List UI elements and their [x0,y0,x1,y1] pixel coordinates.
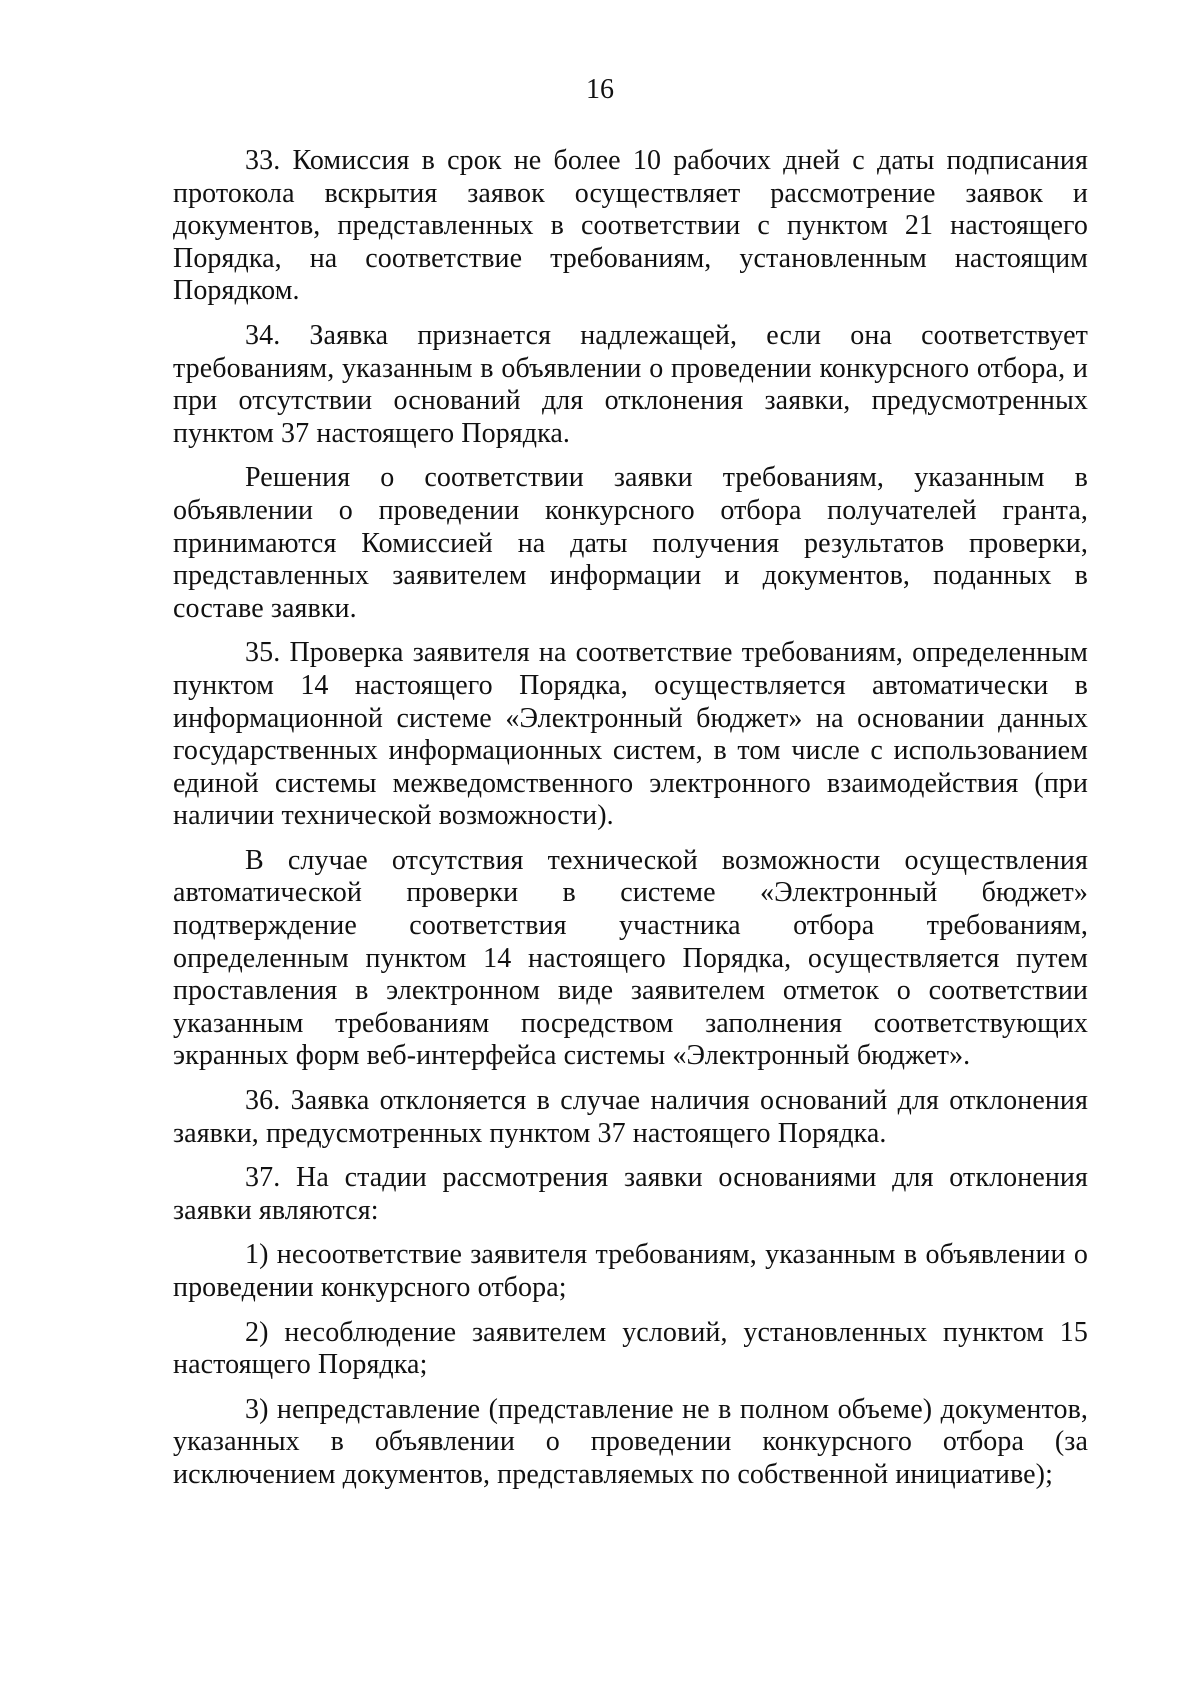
document-body [173,145,1088,1504]
list-item-2: 2) несоблюдение заявителем условий, установленных пунктом 15 настоящего Порядка; [173,1316,1088,1381]
paragraph-37: 37. На стадии рассмотрения заявки основаниями для отклонения заявки являются: [173,1162,1088,1226]
paragraph-35: 35. Проверка заявителя на соответствие требованиям, определенным пунктом 14 настоящего Порядка, осуществляется автоматически в информационной системе «Электронный бюджет» на основании данных государственных информационных систем, в том числе с использованием единой системы межведомственного электронного взаимодействия (при наличии технической возможности). [173,637,1088,832]
list-item-3: 3) непредставление (представление не в полном объеме) документов, указанных в объявлении о проведении конкурсного отбора (за исключением документов, представляемых по собственной инициативе); [173,1393,1088,1490]
paragraph-35-manual-check: В случае отсутствия технической возможности осуществления автоматической проверки в системе «Электронный бюджет» подтверждение соответствия участника отбора требованиям, определенным пунктом 14 настоящего Порядка, осуществляется путем проставления в электронном виде заявителем отметок о соответствии указанным требованиям посредством заполнения соответствующих экранных форм веб-интерфейса системы «Электронный бюджет». [173,844,1088,1072]
paragraph-34-decisions: Решения о соответствии заявки требованиям, указанным в объявлении о проведении конкурсного отбора получателей гранта, принимаются Комиссией на даты получения результатов проверки, представленных заявителем информации и документов, поданных в составе заявки. [173,462,1088,624]
paragraph-36: 36. Заявка отклоняется в случае наличия оснований для отклонения заявки, предусмотренных пунктом 37 настоящего Порядка. [173,1085,1088,1149]
page-number: 16 [586,74,614,105]
paragraph-34: 34. Заявка признается надлежащей, если она соответствует требованиям, указанным в объявлении о проведении конкурсного отбора, и при отсутствии оснований для отклонения заявки, предусмотренных пунктом 37 настоящего Порядка. [173,319,1088,449]
list-item-1: 1) несоответствие заявителя требованиям, указанным в объявлении о проведении конкурсного отбора; [173,1239,1088,1303]
paragraph-33: 33. Комиссия в срок не более 10 рабочих дней с даты подписания протокола вскрытия заявок осуществляет рассмотрение заявок и документов, представленных в соответствии с пунктом 21 настоящего Порядка, на соответствие требованиям, установленным настоящим Порядком. [173,145,1088,307]
